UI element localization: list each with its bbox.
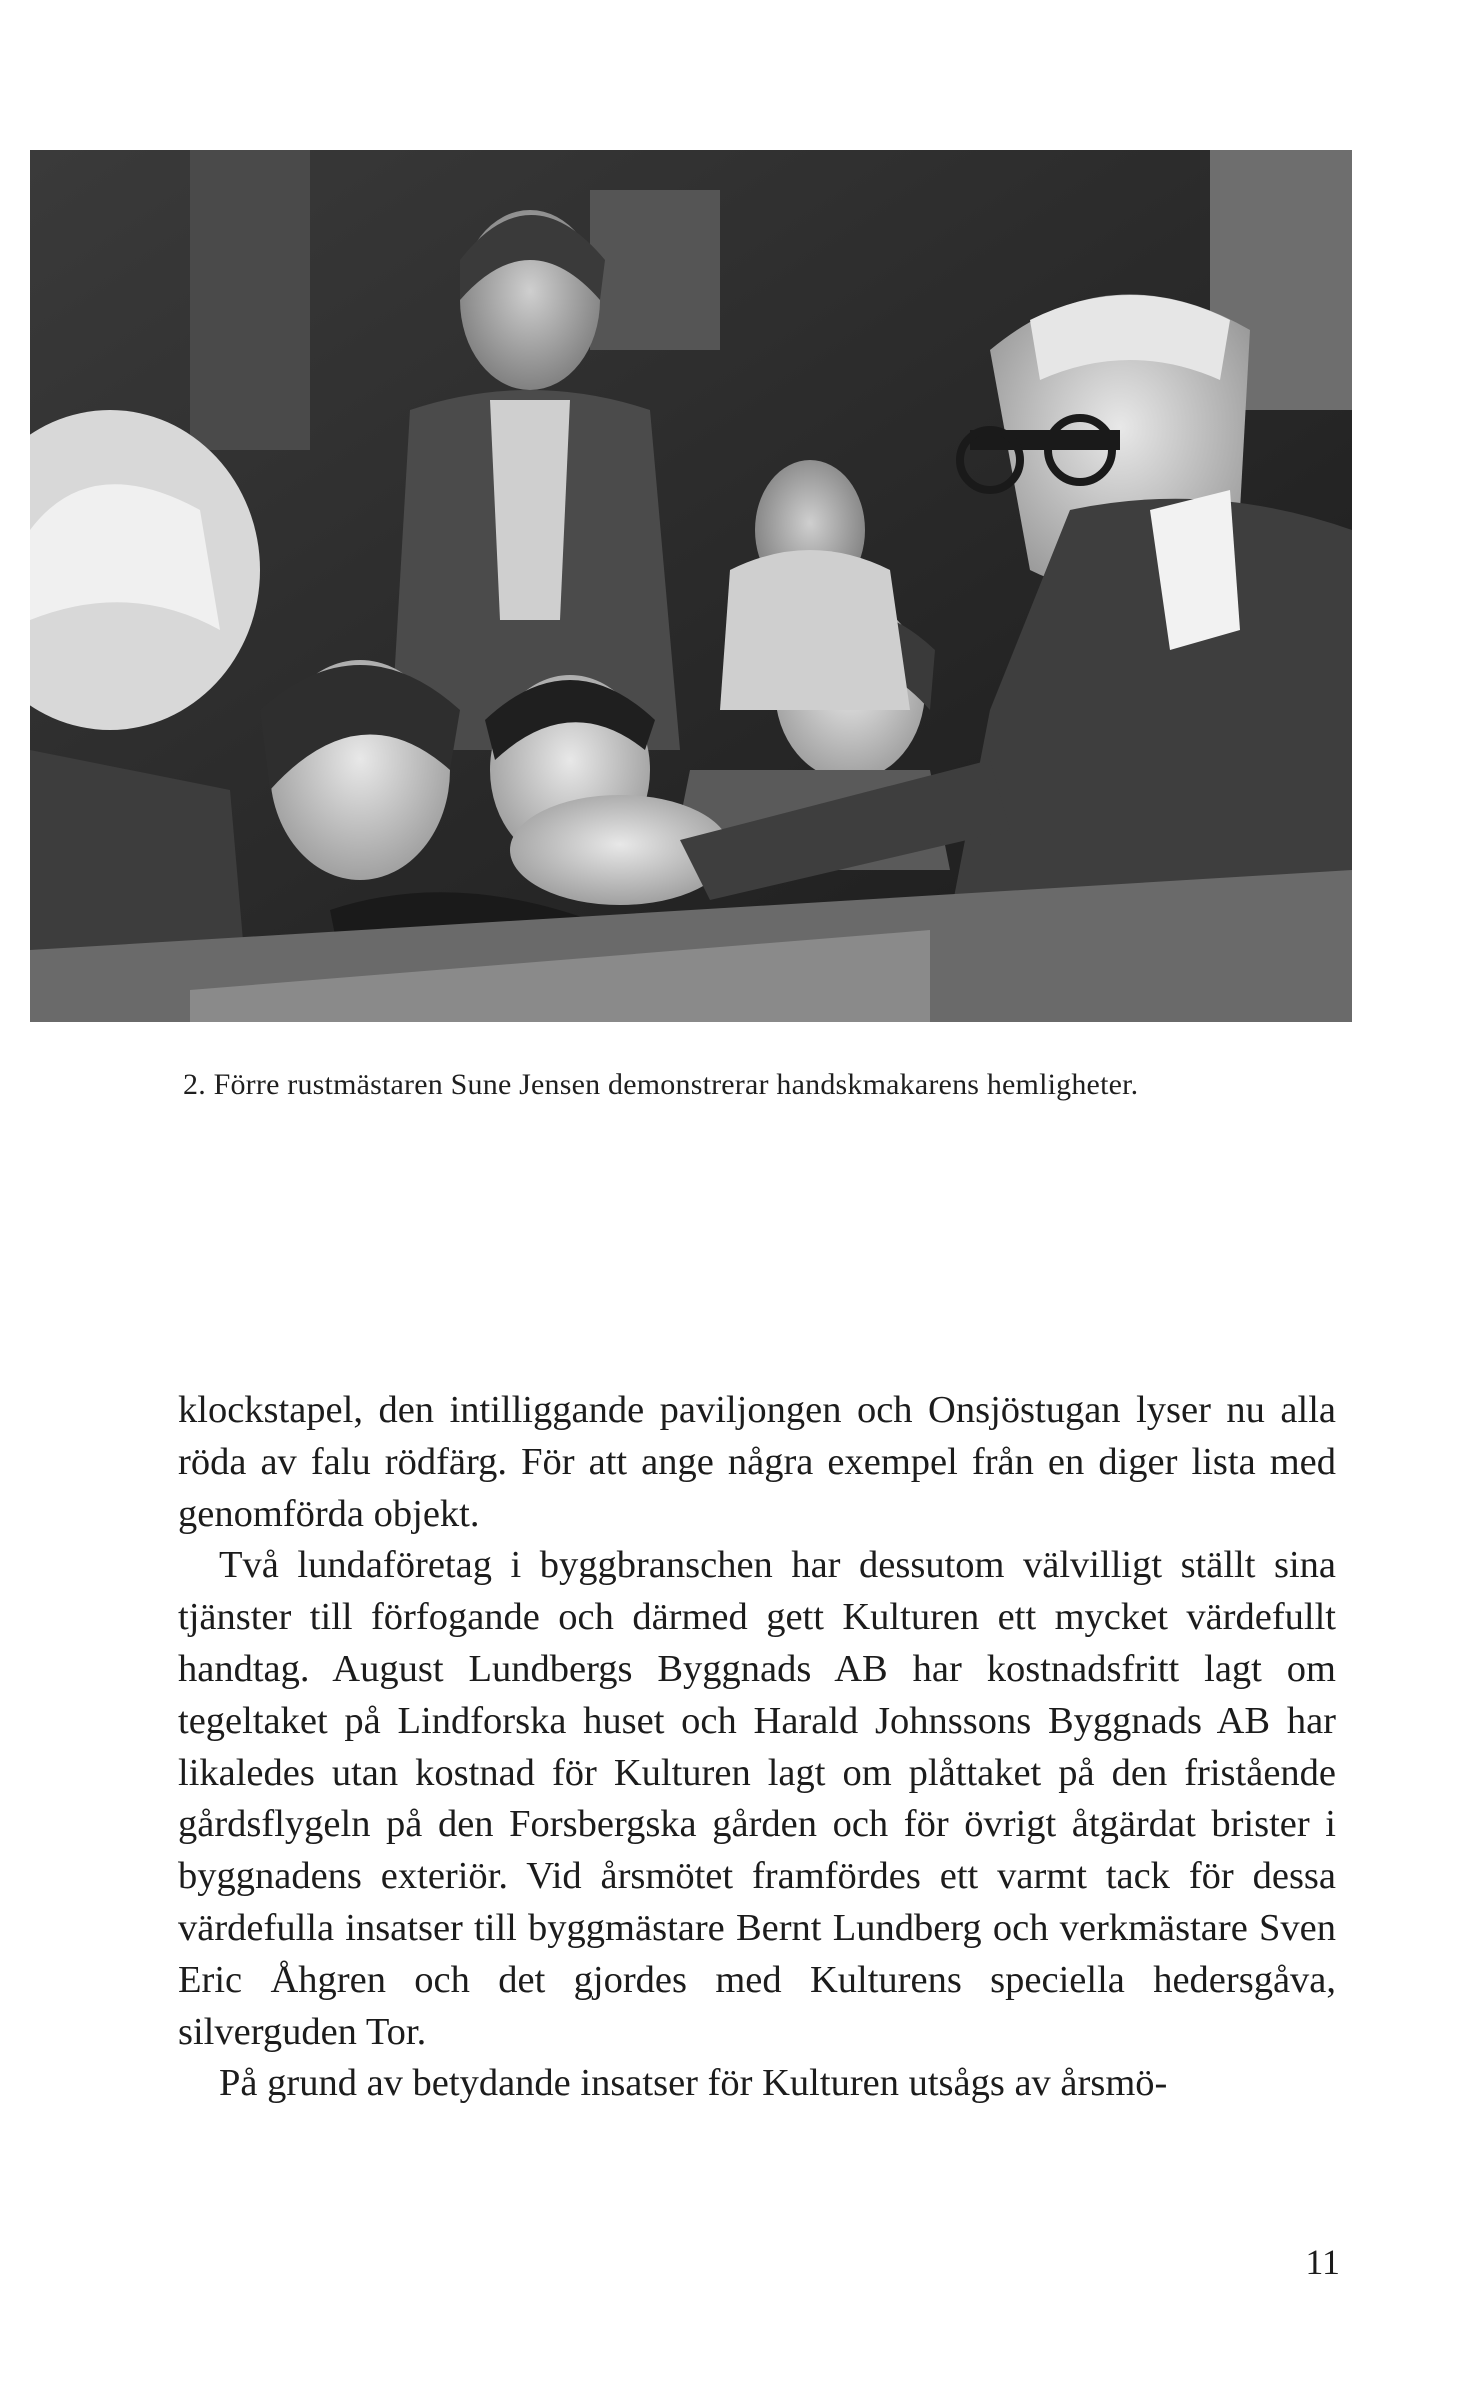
page-number: 11 bbox=[1305, 2242, 1340, 2282]
photo-image bbox=[30, 150, 1352, 1022]
photo-caption: 2. Förre rustmästaren Sune Jensen demonstrerar handskmakarens hemligheter. bbox=[183, 1068, 1139, 1101]
paragraph: klockstapel, den intilliggande paviljongen och Onsjöstugan lyser nu alla röda av falu rödfärg. För att ange några exempel från en diger lista med genomförda objekt. bbox=[178, 1389, 1336, 1535]
body-text bbox=[178, 1385, 1336, 2110]
paragraph: Två lundaföretag i byggbranschen har dessutom välvilligt ställt sina tjänster till förfogande och därmed gett Kulturen ett mycket värdefullt handtag. August Lundbergs Byggnads AB har kostnadsfritt lagt om tegeltaket på Lindforska huset och Harald Johnssons Byggnads AB har likaledes utan kostnad för Kulturen lagt om plåttaket på den fristående gårdsflygeln på den Forsbergska gården och för övrigt åtgärdat brister i byggnadens exteriör. Vid årsmötet framfördes ett varmt tack för dessa värdefulla insatser till byggmästare Bernt Lundberg och verkmästare Sven Eric Åhgren och det gjordes med Kulturens speciella hedersgåva, silverguden Tor. bbox=[178, 1544, 1336, 2053]
paragraph: På grund av betydande insatser för Kulturen utsågs av årsmö- bbox=[219, 2062, 1168, 2105]
photo-illustration bbox=[30, 150, 1352, 1022]
